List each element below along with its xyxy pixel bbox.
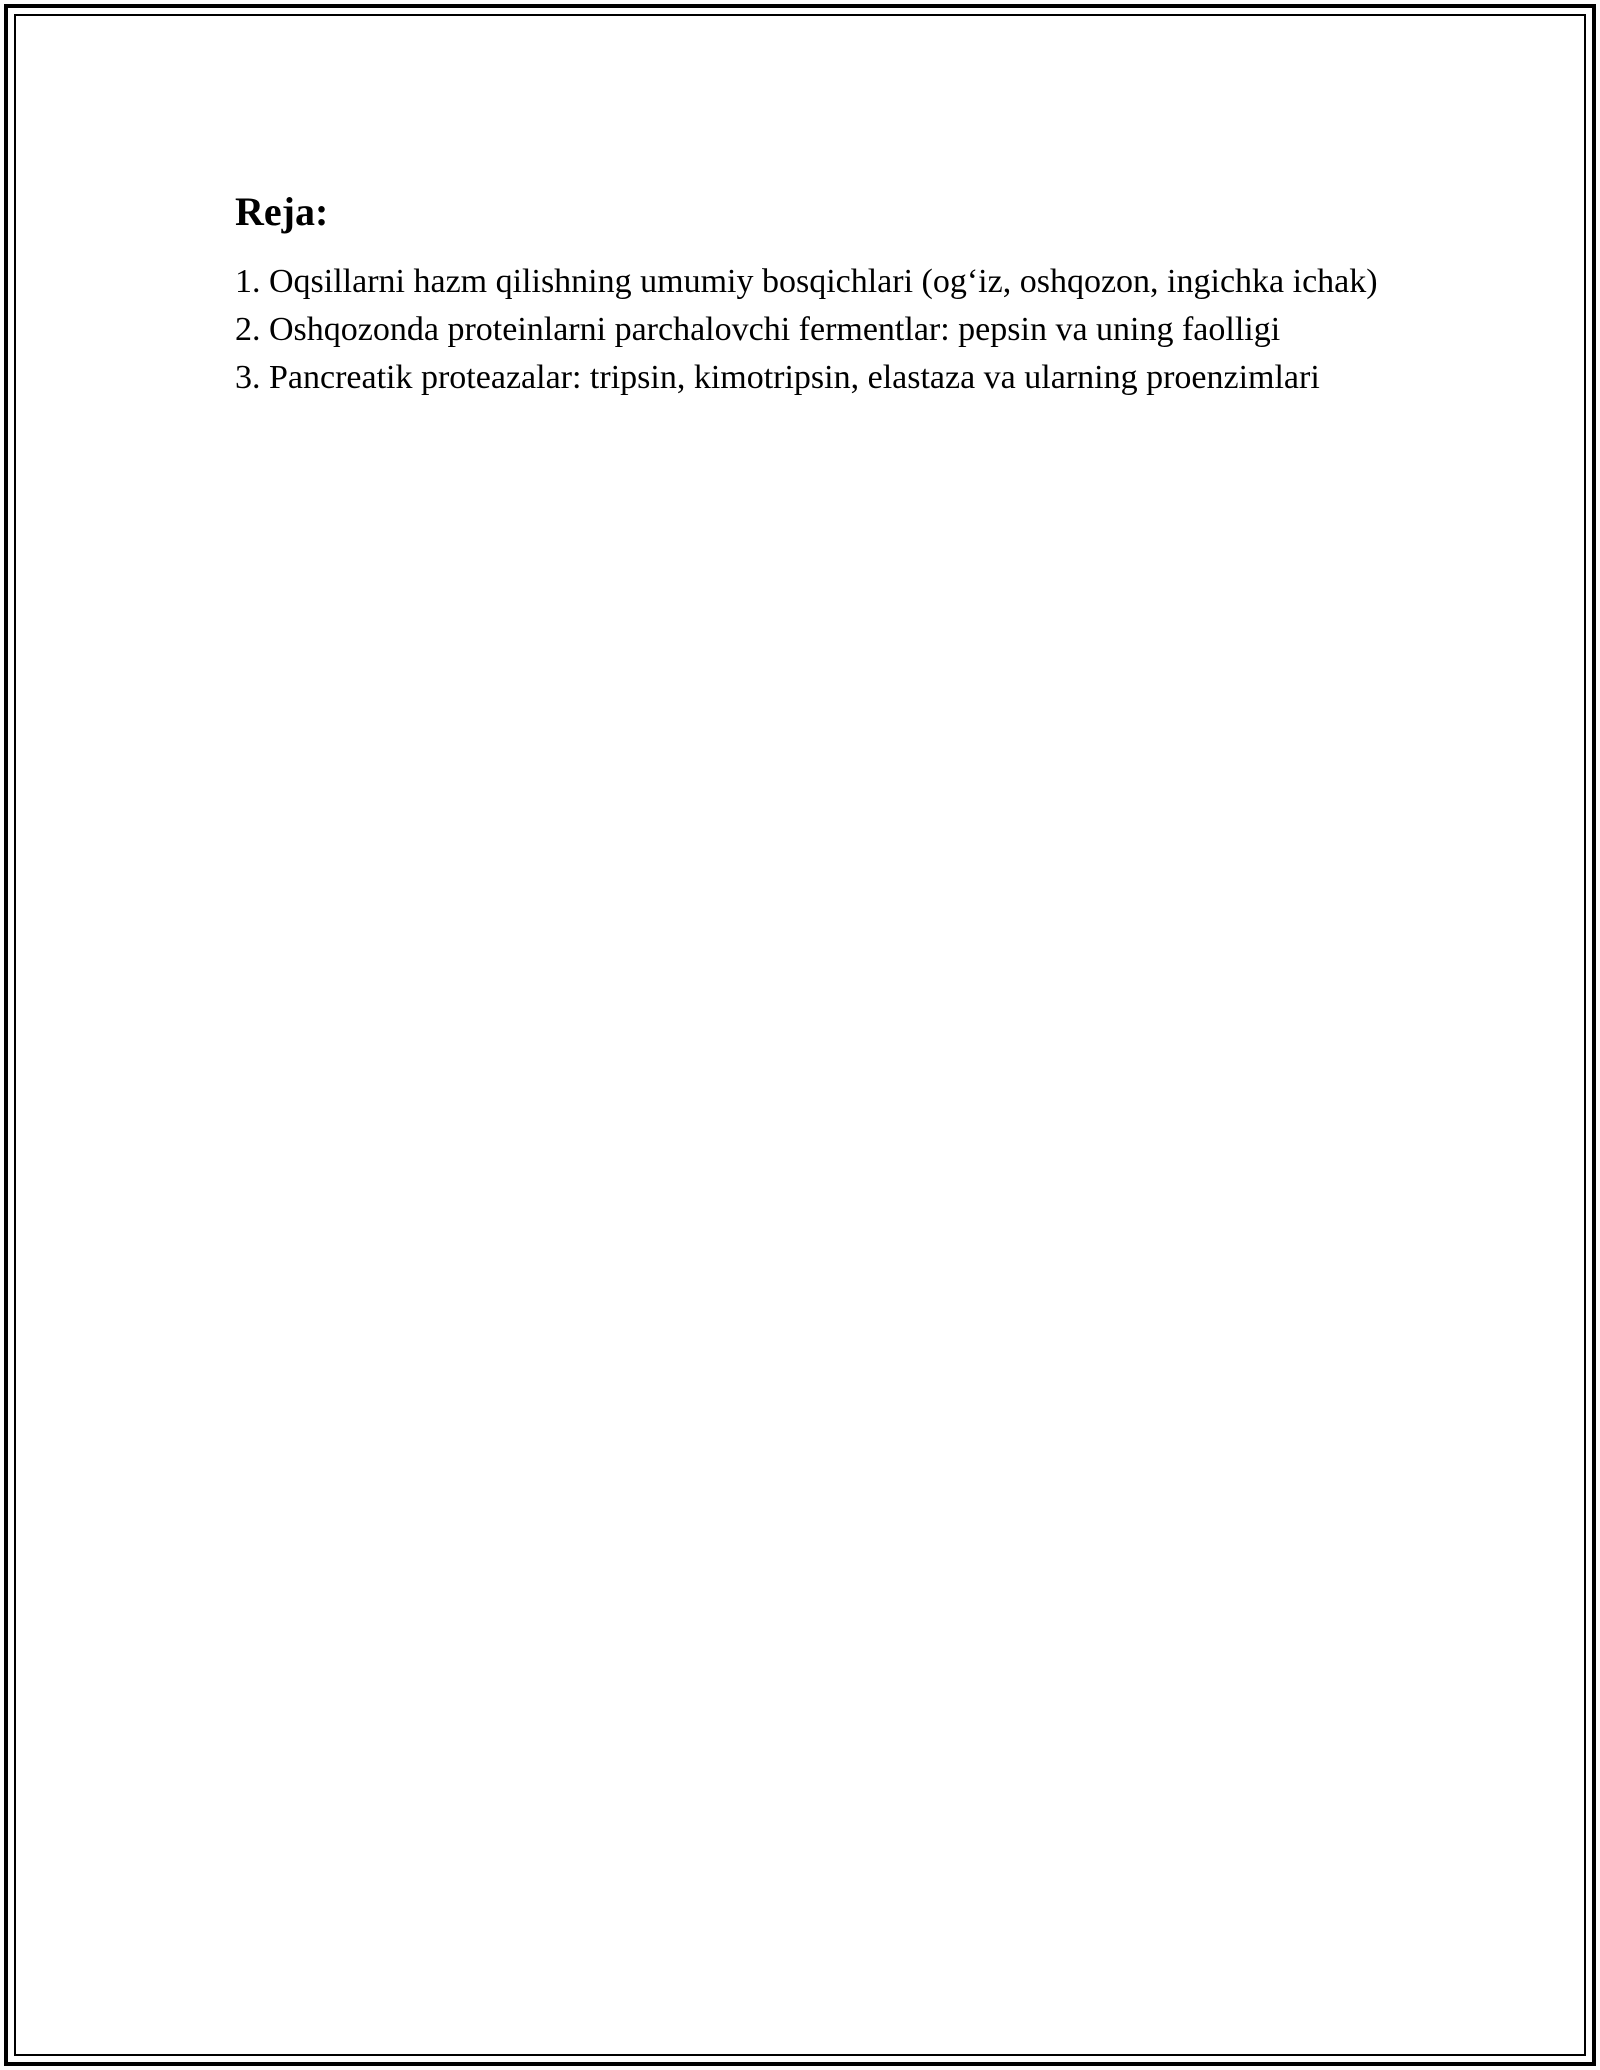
plan-heading: Reja:	[235, 189, 329, 234]
plan-item-2: 2. Oshqozonda proteinlarni parchalovchi fermentlar: pepsin va uning faolligi	[235, 311, 1281, 348]
plan-list	[235, 258, 1395, 402]
plan-item-1: 1. Oqsillarni hazm qilishning umumiy bosqichlari (og‘iz, oshqozon, ingichka ichak)	[235, 263, 1378, 300]
document-content	[235, 186, 1395, 402]
plan-item-3: 3. Pancreatik proteazalar: tripsin, kimotripsin, elastaza va ularning proenzimlari	[235, 359, 1320, 396]
